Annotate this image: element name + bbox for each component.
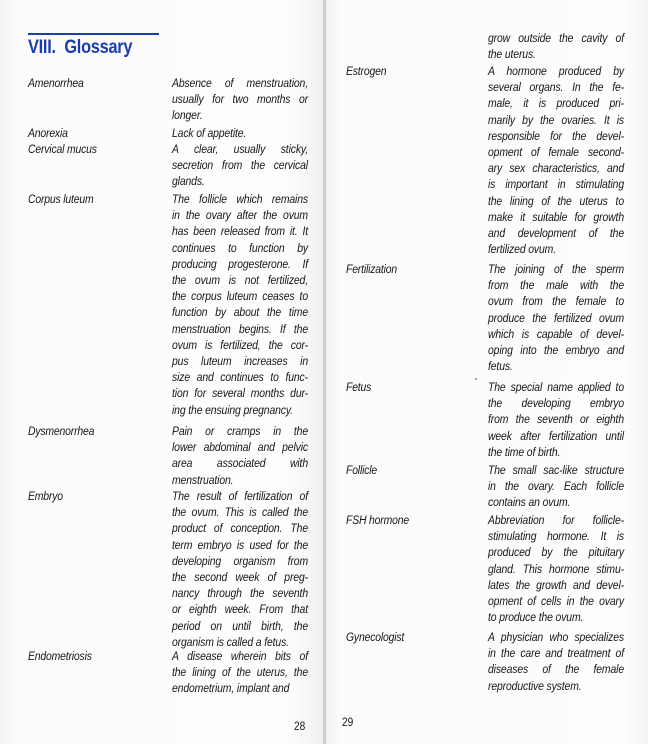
definition-line: the developing embryo — [488, 396, 624, 411]
left-page — [0, 0, 323, 744]
definition-line: in the ovary after the ovum — [172, 208, 308, 223]
definition-line: ovum is fertilized, the cor- — [172, 337, 308, 352]
definition-line: male, it is produced pri- — [488, 96, 624, 111]
glossary-definition — [172, 191, 323, 418]
glossary-definition — [172, 75, 323, 124]
definition-line: fertilized ovum. — [488, 242, 556, 257]
definition-line: usually for two months or — [172, 92, 308, 107]
definition-line: reproductive system. — [488, 678, 582, 693]
glossary-term: FSH hormone — [346, 513, 409, 527]
definition-line: responsible for the devel- — [488, 128, 624, 143]
definition-line: oping into the embryo and — [488, 343, 624, 358]
definition-line: the ovum. This is called the — [172, 505, 308, 520]
definition-line: ing the ensuing pregnancy. — [172, 402, 293, 417]
definition-line: the second week of preg- — [172, 570, 308, 585]
definition-line: in the ovary. Each follicle — [488, 479, 624, 494]
glossary-definition — [488, 379, 648, 460]
definition-line: area associated with — [172, 456, 308, 471]
print-speck — [475, 378, 477, 380]
glossary-term: Gynecologist — [346, 630, 405, 644]
glossary-definition — [488, 512, 648, 625]
definition-line: The joining of the sperm — [488, 262, 624, 276]
continuation-definition — [488, 30, 648, 62]
definition-line: produced by the pituitary — [488, 545, 624, 560]
definition-line: from the seventh or eighth — [488, 412, 624, 427]
definition-line: product of conception. The — [172, 521, 308, 536]
definition-line: ovum from the female to — [488, 294, 624, 309]
definition-line: week after fertilization until — [488, 428, 624, 443]
glossary-term: Cervical mucus — [28, 142, 97, 156]
definition-line: The small sac-like structure — [488, 463, 624, 477]
definition-line: diseases of the female — [488, 662, 624, 677]
definition-line: producing progesterone. If — [172, 256, 308, 271]
definition-line: make it suitable for growth — [488, 209, 624, 224]
definition-line: opment of female second- — [488, 145, 624, 160]
glossary-definition — [172, 488, 323, 650]
definition-line: the uterus. — [488, 47, 536, 62]
definition-line: term embryo is used for the — [172, 537, 308, 552]
definition-line: The result of fertilization of — [172, 489, 308, 503]
definition-line: lates the growth and devel- — [488, 577, 624, 592]
definition-line: Absence of menstruation, — [172, 76, 308, 90]
definition-line: fetus. — [488, 359, 513, 374]
definition-line: is important in stimulating — [488, 177, 624, 192]
glossary-term: Fertilization — [346, 262, 398, 276]
definition-line: period on until birth, the — [172, 618, 308, 633]
definition-line: which is capable of devel- — [488, 326, 624, 341]
definition-line: continues to function by — [172, 240, 308, 255]
definition-line: nancy through the seventh — [172, 586, 308, 601]
glossary-term: Amenorrhea — [28, 76, 84, 90]
definition-line: Abbreviation for follicle- — [488, 513, 624, 527]
definition-line: and development of the — [488, 226, 624, 241]
definition-line: or eighth week. From that — [172, 602, 308, 617]
glossary-term: Estrogen — [346, 64, 387, 78]
page-number-left: 28 — [294, 721, 306, 733]
heading-rule — [28, 33, 159, 35]
definition-line: lower abdominal and pelvic — [172, 440, 308, 455]
definition-line: to produce the ovum. — [488, 610, 584, 625]
definition-line: menstruation. — [172, 472, 234, 487]
definition-line: opment of cells in the ovary — [488, 594, 624, 609]
definition-line: function by about the time — [172, 305, 308, 320]
right-page — [326, 0, 648, 744]
definition-line: developing organism from — [172, 553, 308, 568]
glossary-definition — [172, 648, 323, 697]
section-heading: VIII. Glossary — [28, 37, 133, 58]
definition-line: A physician who specializes — [488, 630, 624, 644]
definition-line: marily by the ovaries. It is — [488, 112, 624, 127]
definition-line: endometrium, implant and — [172, 681, 290, 696]
definition-line: the corpus luteum ceases to — [172, 289, 308, 304]
definition-line: menstruation begins. If the — [172, 321, 308, 336]
definition-line: Pain or cramps in the — [172, 424, 308, 438]
glossary-definition — [172, 423, 323, 488]
definition-line: in the care and treatment of — [488, 646, 624, 661]
definition-line: longer. — [172, 108, 203, 123]
definition-line: has been released from it. It — [172, 224, 308, 239]
glossary-definition — [488, 63, 648, 257]
definition-line: tion for several months dur- — [172, 386, 308, 401]
definition-line: the lining of the uterus, the — [172, 665, 308, 680]
definition-line: The follicle which remains — [172, 192, 308, 206]
definition-line: ary sex characteristics, and — [488, 161, 624, 176]
definition-line: The special name applied to — [488, 380, 624, 394]
definition-line: the lining of the uterus to — [488, 193, 624, 208]
definition-line: the time of birth. — [488, 444, 561, 459]
glossary-definition — [172, 141, 323, 190]
glossary-term: Dysmenorrhea — [28, 424, 95, 438]
definition-line: glands. — [172, 174, 205, 189]
glossary-definition — [488, 629, 648, 694]
glossary-term: Corpus luteum — [28, 192, 94, 206]
definition-line: from the male with the — [488, 278, 624, 293]
glossary-term: Endometriosis — [28, 649, 92, 663]
page-number-right: 29 — [342, 717, 354, 729]
glossary-term: Follicle — [346, 463, 378, 477]
definition-line: secretion from the cervical — [172, 158, 308, 173]
glossary-definition — [488, 462, 648, 511]
glossary-term: Fetus — [346, 380, 372, 394]
definition-line: organism is called a fetus. — [172, 634, 289, 649]
definition-line: A hormone produced by — [488, 64, 624, 78]
definition-line: A clear, usually sticky, — [172, 142, 308, 156]
definition-line: the ovum is not fertilized, — [172, 273, 308, 288]
definition-line: size and continues to func- — [172, 370, 308, 385]
definition-line: grow outside the cavity of — [488, 31, 624, 45]
definition-line: A disease wherein bits of — [172, 649, 308, 663]
glossary-definition — [488, 261, 648, 374]
glossary-term: Embryo — [28, 489, 63, 503]
definition-line: produce the fertilized ovum — [488, 310, 624, 325]
definition-line: stimulating hormone. It is — [488, 529, 624, 544]
glossary-definition — [172, 125, 323, 141]
definition-line: gland. This hormone stimu- — [488, 561, 624, 576]
definition-line: Lack of appetite. — [172, 126, 247, 140]
glossary-term: Anorexia — [28, 126, 68, 140]
definition-line: contains an ovum. — [488, 495, 571, 510]
definition-line: pus luteum increases in — [172, 354, 308, 369]
definition-line: several organs. In the fe- — [488, 80, 624, 95]
